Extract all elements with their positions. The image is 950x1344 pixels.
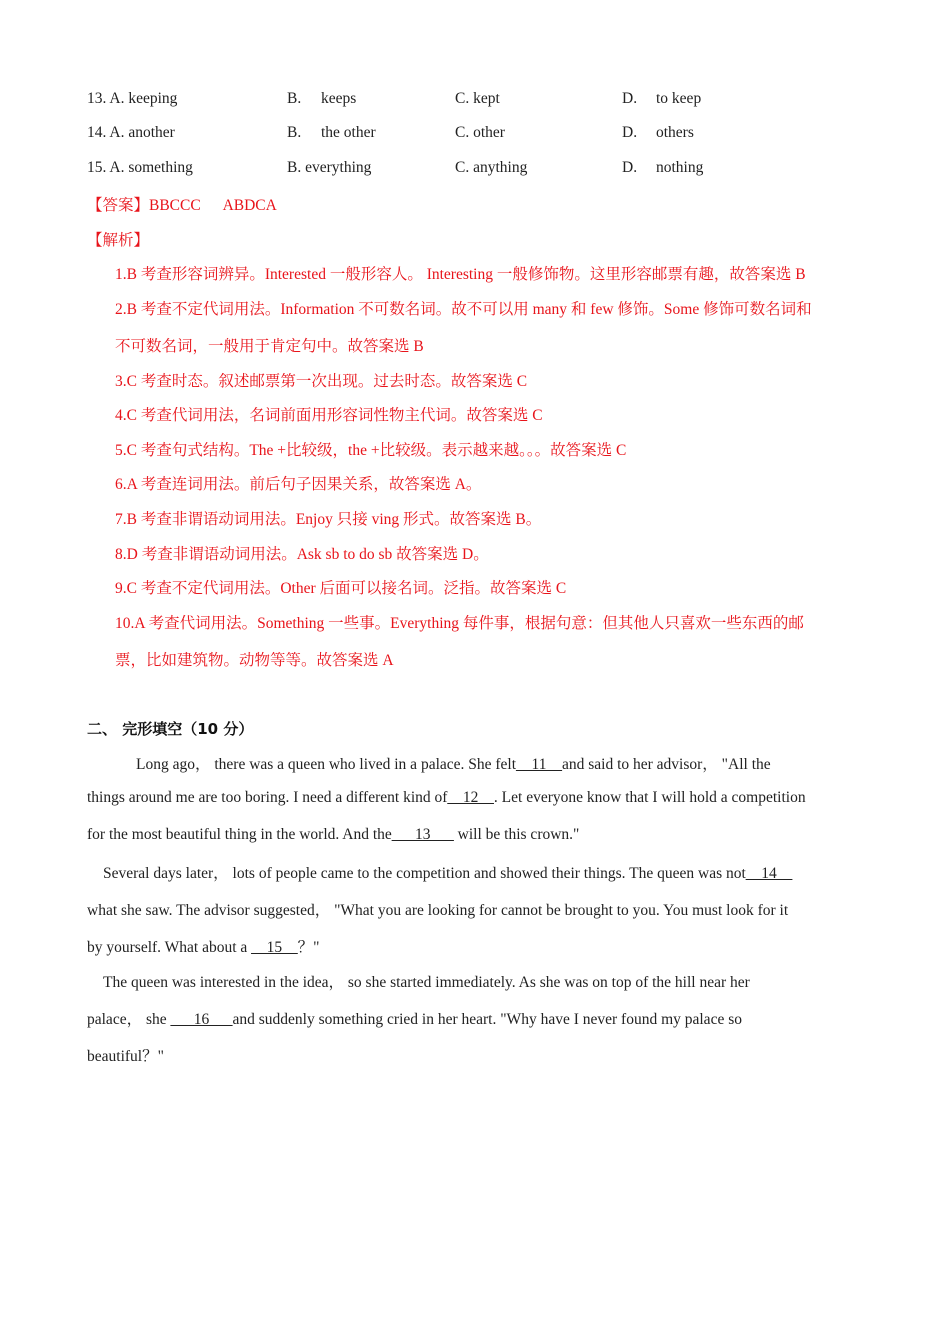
blank-11: __11__ — [516, 756, 562, 773]
explanation-line: 2.B 考查不定代词用法。Information 不可数名词。故不可以用 many 和 few 修饰。Some 修饰可数名词和 — [115, 301, 812, 318]
passage-line: what she saw. The advisor suggested， "What you are looking for cannot be brought to you. You must look for it — [87, 902, 789, 919]
passage-line: by yourself. What about a __15__？" — [87, 939, 320, 956]
blank-15: __15__ — [251, 939, 298, 956]
passage-line: Long ago， there was a queen who lived in a palace. She felt__11__and said to her advisor， "All the — [136, 756, 771, 773]
option-d-label: D. — [622, 90, 638, 107]
blank-16: ___16___ — [170, 1011, 233, 1028]
explanation-line: 3.C 考查时态。叙述邮票第一次出现。过去时态。故答案选 C — [115, 373, 528, 390]
explanation-line: 不可数名词，一般用于肯定句中。故答案选 B — [115, 338, 424, 355]
option-a: 15. A. something — [87, 159, 193, 176]
passage-line: beautiful？" — [87, 1048, 164, 1065]
option-a: 13. A. keeping — [87, 90, 178, 107]
option-a: 14. A. another — [87, 124, 175, 141]
option-d: nothing — [656, 159, 704, 176]
answer-value: ABDCA — [222, 197, 277, 214]
option-b: the other — [321, 124, 376, 141]
option-b: keeps — [321, 90, 357, 107]
option-d: to keep — [656, 90, 702, 107]
option-b-label: B. everything — [287, 159, 372, 176]
option-c: C. anything — [455, 159, 528, 176]
passage-line: The queen was interested in the idea， so she started immediately. As she was on top of the hill near her — [103, 974, 750, 991]
explanation-line: 9.C 考查不定代词用法。Other 后面可以接名词。泛指。故答案选 C — [115, 580, 567, 597]
option-c: C. kept — [455, 90, 500, 107]
explanation-line: 8.D 考查非谓语动词用法。Ask sb to do sb 故答案选 D。 — [115, 546, 489, 563]
option-d-label: D. — [622, 159, 638, 176]
explanation-line: 5.C 考查句式结构。The +比较级，the +比较级。表示越来越。。。故答案选 C — [115, 442, 627, 459]
blank-12: __12__ — [447, 789, 494, 806]
option-b-label: B. — [287, 124, 302, 141]
explanation-line: 7.B 考查非谓语动词用法。Enjoy 只接 ving 形式。故答案选 B。 — [115, 511, 542, 528]
answer-label: 【答案】BBCCC — [87, 197, 201, 214]
option-d: others — [656, 124, 694, 141]
explanation-line: 票，比如建筑物。动物等等。故答案选 A — [115, 652, 394, 669]
option-c: C. other — [455, 124, 505, 141]
question-13-options — [87, 90, 887, 112]
option-b-label: B. — [287, 90, 302, 107]
blank-14: __14__ — [745, 865, 793, 882]
question-14-options — [87, 124, 887, 146]
analysis-label: 【解析】 — [87, 232, 150, 249]
explanation-line: 10.A 考查代词用法。Something 一些事。Everything 每件事，根据句意：但其他人只喜欢一些东西的邮 — [115, 615, 804, 632]
blank-13: ___13___ — [391, 826, 454, 843]
passage-line: for the most beautiful thing in the world. And the___13___ will be this crown." — [87, 826, 580, 843]
explanation-line: 6.A 考查连词用法。前后句子因果关系，故答案选 A。 — [115, 476, 482, 493]
passage-line: palace， she ___16___and suddenly something cried in her heart. "Why have I never found my palace so — [87, 1011, 742, 1028]
answer-line — [87, 193, 277, 215]
question-15-options — [87, 159, 887, 181]
passage-line: things around me are too boring. I need a different kind of__12__. Let everyone know that I will hold a competition — [87, 789, 806, 806]
option-d-label: D. — [622, 124, 638, 141]
explanation-line: 4.C 考查代词用法，名词前面用形容词性物主代词。故答案选 C — [115, 407, 543, 424]
section-title: 二、 完形填空（10 分） — [87, 720, 254, 738]
passage-line: Several days later， lots of people came to the competition and showed their things. The queen was not__14__ — [103, 865, 793, 882]
explanation-line: 1.B 考查形容词辨异。Interested 一般形容人。 Interesting 一般修饰物。这里形容邮票有趣，故答案选 B — [115, 266, 806, 283]
